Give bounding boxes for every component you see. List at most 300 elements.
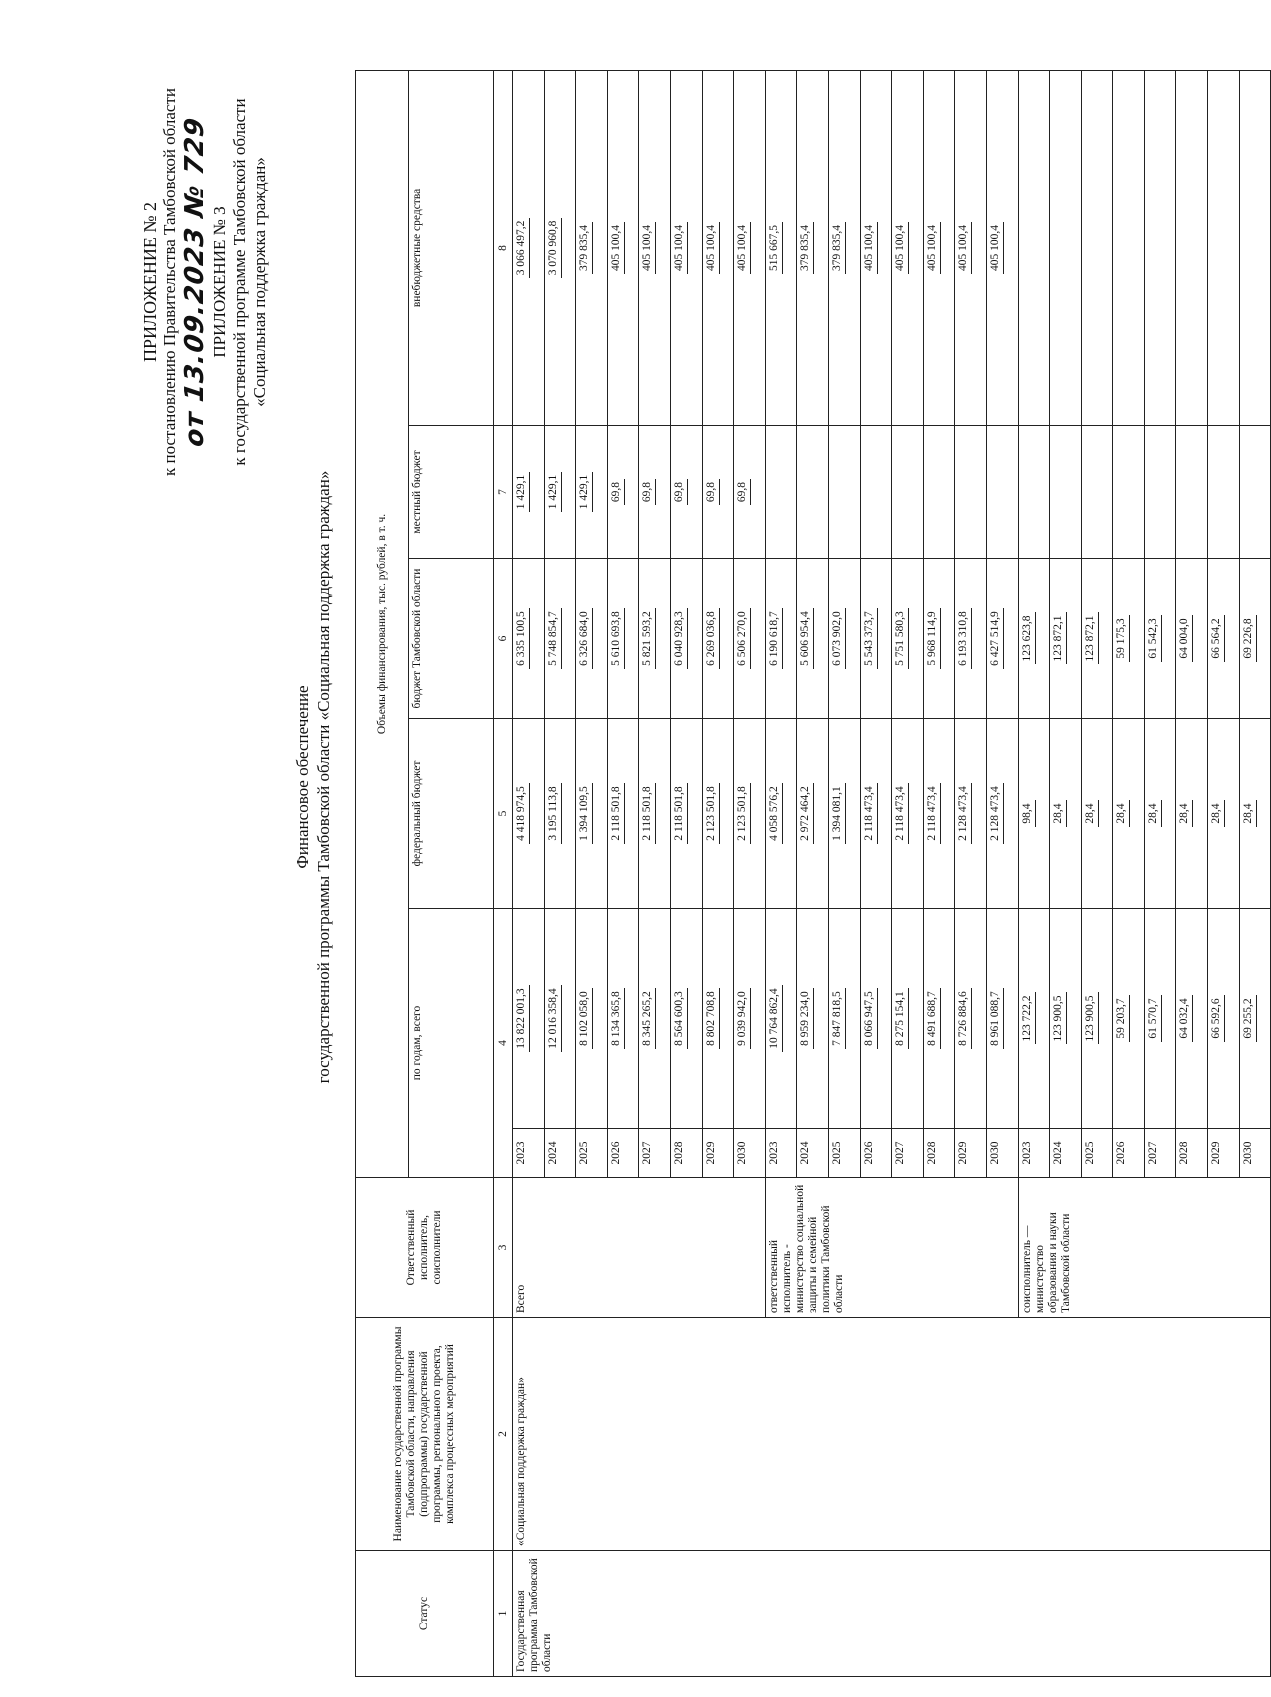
federal-cell [955, 719, 987, 909]
federal-cell [1144, 719, 1176, 909]
year-cell [797, 1129, 829, 1178]
header-regional: бюджет Тамбовской области [409, 559, 494, 719]
local-value [776, 489, 777, 495]
federal-cell [607, 719, 639, 909]
total-value: 7 847 818,5 [831, 988, 846, 1049]
header-volumes: Объемы финансирования, тыс. рублей, в т. ч. [356, 70, 409, 1177]
regional-cell [1081, 559, 1113, 719]
federal-value: 28,4 [1178, 800, 1193, 826]
federal-cell [797, 719, 829, 909]
federal-cell [765, 719, 797, 909]
total-cell [1208, 909, 1240, 1129]
local-cell [860, 426, 892, 559]
local-value: 1 429,1 [515, 472, 530, 513]
regional-cell [892, 559, 924, 719]
extra-value [1029, 245, 1030, 251]
local-cell [1018, 426, 1050, 559]
federal-value: 28,4 [1052, 800, 1067, 826]
header-extra: внебюджетные средства [409, 70, 494, 425]
year-cell [1239, 1129, 1271, 1178]
total-cell [639, 909, 671, 1129]
federal-value: 1 394 109,5 [578, 783, 593, 844]
local-value [1123, 489, 1124, 495]
federal-value: 28,4 [1147, 800, 1162, 826]
local-value: 69,8 [641, 479, 656, 505]
year-value: 2025 [830, 1141, 843, 1165]
local-value [1186, 489, 1187, 495]
extra-value [1250, 245, 1251, 251]
local-value: 69,8 [610, 479, 625, 505]
header-federal: федеральный бюджет [409, 719, 494, 909]
extra-cell [923, 70, 955, 425]
federal-cell [860, 719, 892, 909]
total-cell [670, 909, 702, 1129]
federal-cell [576, 719, 608, 909]
appendix-header [140, 52, 270, 512]
total-value: 10 764 862,4 [768, 985, 783, 1051]
extra-cell [1081, 70, 1113, 425]
total-value: 8 726 884,6 [957, 988, 972, 1049]
regional-cell [1208, 559, 1240, 719]
total-cell [765, 909, 797, 1129]
total-cell [1176, 909, 1208, 1129]
total-cell [860, 909, 892, 1129]
regional-value: 59 175,3 [1115, 615, 1130, 661]
local-value: 69,8 [673, 479, 688, 505]
federal-cell [702, 719, 734, 909]
regional-cell [1144, 559, 1176, 719]
federal-value: 2 118 473,4 [894, 783, 909, 843]
federal-value: 2 128 473,4 [957, 783, 972, 844]
local-cell [1239, 426, 1271, 559]
year-cell [986, 1129, 1018, 1178]
year-cell [1208, 1129, 1240, 1178]
local-value [997, 489, 998, 495]
extra-value: 405 100,4 [894, 222, 909, 274]
extra-value [1092, 245, 1093, 251]
executor-cell: Всего [513, 1178, 766, 1318]
total-value: 8 564 600,3 [673, 988, 688, 1049]
federal-value: 2 118 501,8 [673, 783, 688, 843]
year-cell [513, 1129, 545, 1178]
federal-cell [892, 719, 924, 909]
year-cell [1144, 1129, 1176, 1178]
year-value: 2023 [767, 1141, 780, 1165]
local-value [839, 489, 840, 495]
total-value: 8 275 154,1 [894, 988, 909, 1049]
extra-value [1186, 245, 1187, 251]
regional-value: 61 542,3 [1147, 615, 1162, 661]
year-value: 2030 [1241, 1141, 1254, 1165]
federal-value: 28,4 [1115, 800, 1130, 826]
header-local: местный бюджет [409, 426, 494, 559]
federal-cell [1239, 719, 1271, 909]
header-total: по годам, всего [409, 909, 494, 1178]
local-cell [828, 426, 860, 559]
extra-value: 3 070 960,8 [547, 218, 562, 279]
extra-value: 3 066 497,2 [515, 218, 530, 279]
status-cell: Государственная программа Тамбовской области [513, 1551, 1271, 1677]
total-value: 8 102 058,0 [578, 988, 593, 1049]
program-reference: к государственной программе Тамбовской области [230, 98, 249, 466]
extra-cell [765, 70, 797, 425]
extra-value: 405 100,4 [610, 222, 625, 274]
total-cell [923, 909, 955, 1129]
year-cell [639, 1129, 671, 1178]
col-number: 8 [494, 70, 513, 425]
total-cell [797, 909, 829, 1129]
total-cell [734, 909, 766, 1129]
total-value: 8 134 365,8 [610, 988, 625, 1049]
federal-cell [1208, 719, 1240, 909]
extra-cell [1113, 70, 1145, 425]
appendix-number: ПРИЛОЖЕНИЕ № 2 [140, 201, 160, 363]
regional-cell [1239, 559, 1271, 719]
program-name: «Социальная поддержка граждан» [250, 157, 269, 407]
extra-cell [828, 70, 860, 425]
total-cell [513, 909, 545, 1129]
regional-value: 5 748 854,7 [547, 608, 562, 669]
extra-cell [576, 70, 608, 425]
local-cell [702, 426, 734, 559]
year-value: 2028 [925, 1141, 938, 1165]
year-value: 2029 [704, 1141, 717, 1165]
extra-value: 405 100,4 [736, 222, 751, 274]
total-value: 66 592,6 [1210, 995, 1225, 1041]
federal-cell [544, 719, 576, 909]
year-value: 2024 [546, 1141, 559, 1165]
local-value [902, 489, 903, 495]
total-value: 61 570,7 [1147, 995, 1162, 1041]
regional-cell [765, 559, 797, 719]
total-value: 69 255,2 [1242, 995, 1257, 1041]
extra-cell [702, 70, 734, 425]
total-value: 64 032,4 [1178, 995, 1193, 1041]
title-line-1: Финансовое обеспечение [293, 685, 312, 869]
total-value: 123 722,2 [1021, 993, 1036, 1045]
year-value: 2024 [799, 1141, 812, 1165]
regional-value: 123 872,1 [1084, 613, 1099, 665]
extra-value: 379 835,4 [831, 222, 846, 274]
col-number: 2 [494, 1318, 513, 1551]
extra-cell [639, 70, 671, 425]
federal-cell [1018, 719, 1050, 909]
total-value: 123 900,5 [1052, 993, 1067, 1045]
year-cell [828, 1129, 860, 1178]
local-cell [986, 426, 1018, 559]
total-value: 8 345 265,2 [641, 988, 656, 1049]
regional-cell [797, 559, 829, 719]
extra-cell [734, 70, 766, 425]
year-cell [955, 1129, 987, 1178]
document-title [292, 277, 334, 1277]
total-value: 12 016 358,4 [547, 985, 562, 1051]
total-value: 13 822 001,3 [515, 985, 530, 1051]
table-row [513, 70, 545, 1676]
federal-cell [828, 719, 860, 909]
year-cell [544, 1129, 576, 1178]
handwritten-date-number: от 13.09.2023 № 729 [180, 115, 210, 449]
col-number: 5 [494, 719, 513, 909]
local-value [807, 489, 808, 495]
total-cell [702, 909, 734, 1129]
local-cell [1176, 426, 1208, 559]
regional-value: 5 606 954,4 [799, 608, 814, 669]
total-value: 8 961 088,7 [989, 988, 1004, 1049]
year-cell [576, 1129, 608, 1178]
year-value: 2029 [957, 1141, 970, 1165]
local-value: 1 429,1 [578, 472, 593, 513]
regional-cell [670, 559, 702, 719]
federal-cell [986, 719, 1018, 909]
federal-cell [513, 719, 545, 909]
local-value [934, 489, 935, 495]
title-line-2: государственной программы Тамбовской области «Социальная поддержка граждан» [314, 470, 333, 1084]
year-value: 2026 [1115, 1141, 1128, 1165]
federal-value: 2 118 501,8 [610, 783, 625, 843]
local-value [1250, 489, 1251, 495]
total-value: 59 203,7 [1115, 995, 1130, 1041]
extra-value [1060, 245, 1061, 251]
regional-value: 5 543 373,7 [863, 608, 878, 669]
extra-cell [892, 70, 924, 425]
regional-value: 66 564,2 [1210, 615, 1225, 661]
year-value: 2028 [672, 1141, 685, 1165]
extra-cell [1208, 70, 1240, 425]
extra-value [1123, 245, 1124, 251]
regional-cell [923, 559, 955, 719]
extra-cell [1239, 70, 1271, 425]
year-cell [1018, 1129, 1050, 1178]
extra-value: 405 100,4 [957, 222, 972, 274]
local-cell [1113, 426, 1145, 559]
year-cell [892, 1129, 924, 1178]
year-value: 2029 [1210, 1141, 1223, 1165]
year-cell [1176, 1129, 1208, 1178]
header-status: Статус [356, 1551, 494, 1677]
total-cell [1239, 909, 1271, 1129]
regional-value: 6 427 514,9 [989, 608, 1004, 669]
header-executor: Ответственный исполнитель, соисполнители [356, 1178, 494, 1318]
local-cell [670, 426, 702, 559]
local-cell [734, 426, 766, 559]
federal-value: 98,4 [1021, 800, 1036, 826]
program-name-cell: «Социальная поддержка граждан» [513, 1318, 1271, 1551]
regional-cell [576, 559, 608, 719]
regional-cell [828, 559, 860, 719]
extra-cell [670, 70, 702, 425]
extra-cell [1018, 70, 1050, 425]
year-cell [923, 1129, 955, 1178]
federal-cell [1050, 719, 1082, 909]
regional-cell [1050, 559, 1082, 719]
total-value: 8 491 688,7 [926, 988, 941, 1049]
year-value: 2024 [1052, 1141, 1065, 1165]
year-value: 2023 [515, 1141, 527, 1165]
regional-value: 64 004,0 [1178, 615, 1193, 661]
appendix-3-label: ПРИЛОЖЕНИЕ № 3 [210, 206, 229, 358]
year-value: 2025 [1083, 1141, 1096, 1165]
col-number: 3 [494, 1178, 513, 1318]
extra-value [1155, 245, 1156, 251]
federal-value: 2 972 464,2 [799, 783, 814, 844]
year-cell [1050, 1129, 1082, 1178]
col-number: 1 [494, 1551, 513, 1677]
total-value: 8 802 708,8 [705, 988, 720, 1049]
extra-cell [544, 70, 576, 425]
local-value [1092, 489, 1093, 495]
local-value: 69,8 [736, 479, 751, 505]
federal-value: 28,4 [1242, 800, 1257, 826]
local-cell [1050, 426, 1082, 559]
regional-cell [639, 559, 671, 719]
year-value: 2026 [609, 1141, 622, 1165]
federal-value: 2 118 473,4 [863, 783, 878, 843]
federal-value: 2 123 501,8 [736, 783, 751, 844]
year-cell [702, 1129, 734, 1178]
regional-value: 123 872,1 [1052, 613, 1067, 665]
local-cell [607, 426, 639, 559]
financing-table [355, 70, 1271, 1677]
federal-value: 2 128 473,4 [989, 783, 1004, 844]
regional-cell [734, 559, 766, 719]
regional-value: 6 190 618,7 [768, 608, 783, 669]
extra-value: 405 100,4 [705, 222, 720, 274]
year-cell [670, 1129, 702, 1178]
year-value: 2028 [1178, 1141, 1191, 1165]
regional-value: 6 193 310,8 [957, 608, 972, 669]
total-cell [986, 909, 1018, 1129]
federal-cell [1113, 719, 1145, 909]
year-value: 2027 [894, 1141, 907, 1165]
regional-value: 5 751 580,3 [894, 608, 909, 669]
local-value [1218, 489, 1219, 495]
local-value: 1 429,1 [547, 472, 562, 513]
federal-value: 28,4 [1084, 800, 1099, 826]
local-cell [923, 426, 955, 559]
regional-cell [702, 559, 734, 719]
regional-cell [513, 559, 545, 719]
extra-value: 515 667,5 [768, 222, 783, 274]
year-value: 2023 [1020, 1141, 1033, 1165]
regional-value: 5 821 593,2 [641, 608, 656, 669]
regional-cell [1018, 559, 1050, 719]
federal-value: 3 195 113,8 [547, 783, 562, 843]
total-cell [1050, 909, 1082, 1129]
year-value: 2027 [641, 1141, 654, 1165]
local-cell [1081, 426, 1113, 559]
local-value [965, 489, 966, 495]
regional-cell [860, 559, 892, 719]
federal-cell [670, 719, 702, 909]
regional-cell [1176, 559, 1208, 719]
regional-value: 123 623,8 [1021, 613, 1036, 665]
extra-cell [513, 70, 545, 425]
extra-value: 405 100,4 [673, 222, 688, 274]
year-value: 2027 [1146, 1141, 1159, 1165]
local-value [1155, 489, 1156, 495]
total-cell [955, 909, 987, 1129]
total-cell [1144, 909, 1176, 1129]
year-cell [734, 1129, 766, 1178]
col-number: 6 [494, 559, 513, 719]
regional-value: 6 040 928,3 [673, 608, 688, 669]
federal-value: 2 123 501,8 [705, 783, 720, 844]
local-cell [1144, 426, 1176, 559]
federal-cell [1176, 719, 1208, 909]
year-cell [1113, 1129, 1145, 1178]
total-cell [892, 909, 924, 1129]
extra-value: 405 100,4 [926, 222, 941, 274]
local-cell [955, 426, 987, 559]
extra-cell [955, 70, 987, 425]
federal-value: 2 118 473,4 [926, 783, 941, 843]
executor-cell: ответственный исполнитель - министерство социальной защиты и семейной политики Тамбовской области [765, 1178, 1018, 1318]
regional-cell [1113, 559, 1145, 719]
federal-value: 4 418 974,5 [515, 783, 530, 844]
extra-value: 405 100,4 [641, 222, 656, 274]
year-cell [860, 1129, 892, 1178]
regional-value: 5 610 693,8 [610, 608, 625, 669]
federal-cell [923, 719, 955, 909]
total-value: 9 039 942,0 [736, 988, 751, 1049]
year-value: 2026 [862, 1141, 875, 1165]
federal-value: 1 394 081,1 [831, 783, 846, 844]
extra-value: 405 100,4 [989, 222, 1004, 274]
regional-value: 6 335 100,5 [515, 608, 530, 669]
regional-value: 6 073 902,0 [831, 608, 846, 669]
total-cell [576, 909, 608, 1129]
local-value [1060, 489, 1061, 495]
regional-cell [607, 559, 639, 719]
extra-cell [1144, 70, 1176, 425]
total-cell [828, 909, 860, 1129]
year-value: 2030 [988, 1141, 1001, 1165]
col-number: 4 [494, 909, 513, 1178]
extra-cell [607, 70, 639, 425]
year-cell [607, 1129, 639, 1178]
year-cell [1081, 1129, 1113, 1178]
local-value [1029, 489, 1030, 495]
local-cell [544, 426, 576, 559]
extra-cell [986, 70, 1018, 425]
total-cell [1081, 909, 1113, 1129]
local-cell [639, 426, 671, 559]
extra-value: 379 835,4 [578, 222, 593, 274]
federal-value: 28,4 [1210, 800, 1225, 826]
decree-reference: к постановлению Правительства Тамбовской области [160, 87, 179, 477]
federal-cell [1081, 719, 1113, 909]
local-cell [797, 426, 829, 559]
extra-cell [797, 70, 829, 425]
federal-cell [639, 719, 671, 909]
local-cell [892, 426, 924, 559]
regional-value: 6 269 036,8 [705, 608, 720, 669]
regional-value: 69 226,8 [1242, 615, 1257, 661]
total-value: 123 900,5 [1084, 993, 1099, 1045]
extra-value: 405 100,4 [863, 222, 878, 274]
executor-cell: соисполнитель — министерство образования и науки Тамбовской области [1018, 1178, 1271, 1318]
table-body [513, 70, 1271, 1676]
extra-value: 379 835,4 [799, 222, 814, 274]
total-value: 8 066 947,5 [863, 988, 878, 1049]
local-value: 69,8 [705, 479, 720, 505]
federal-value: 4 058 576,2 [768, 783, 783, 844]
local-cell [765, 426, 797, 559]
federal-value: 2 118 501,8 [641, 783, 656, 843]
regional-value: 5 968 114,9 [926, 608, 941, 668]
total-cell [1113, 909, 1145, 1129]
